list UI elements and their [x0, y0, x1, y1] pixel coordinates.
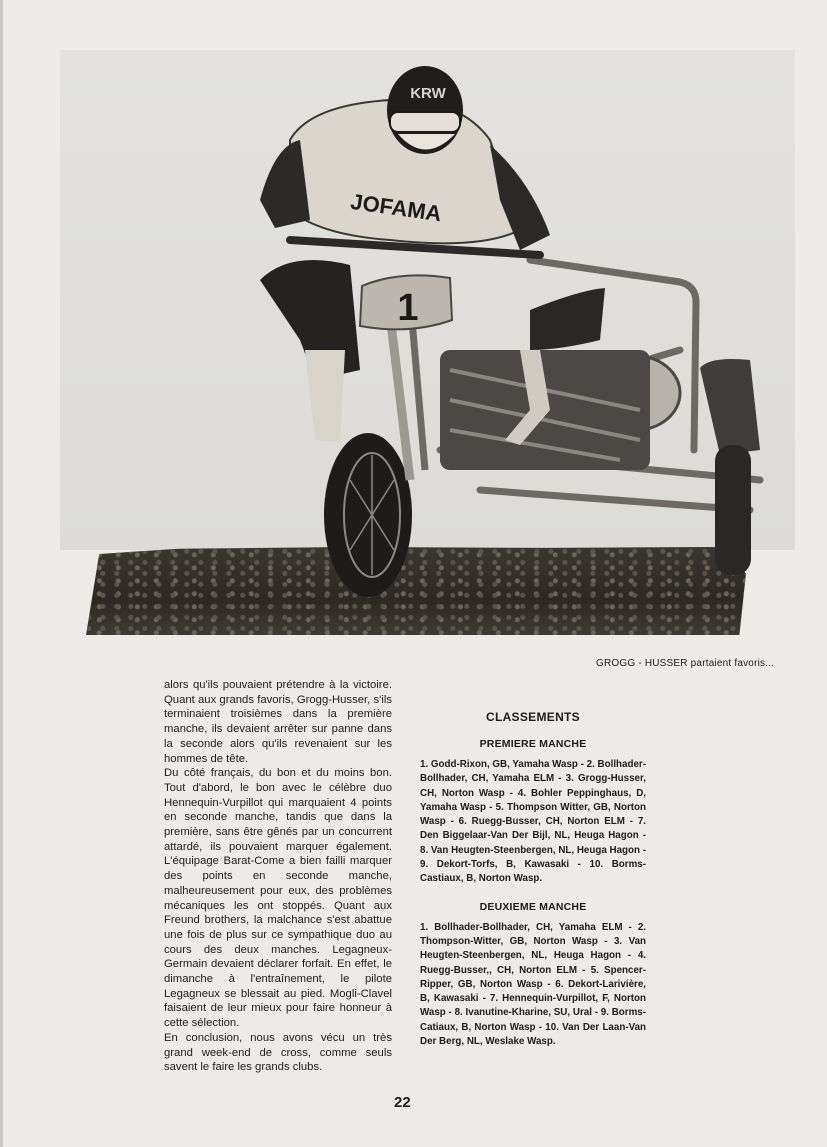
paragraph: En conclusion, nous avons vécu un très grand week-end de cross, comme seuls savent le faire les grands clubs. [164, 1031, 392, 1074]
premiere-manche-results: 1. Godd-Rixon, GB, Yamaha Wasp - 2. Bollhader-Bollhader, CH, Yamaha ELM - 3. Grogg-Husser, CH, Norton Wasp - 4. Bohler Peppinghaus, D, Yamaha Wasp - 5. Thompson Witter, GB, Norton Wasp - 6. Ruegg-Busser, CH, Norton ELM - 7. Den Biggelaar-Van Der Bijl, NL, Heuga Hagon - 8. Van Heugten-Steenbergen, NL, Heuga Hagon - 9. Dekort-Torfs, B, Kawasaki - 10. Borms-Castiaux, B, Norton Wasp. [420, 759, 646, 885]
helmet-logo: KRW [410, 85, 446, 102]
rider-boot [305, 350, 345, 442]
deuxieme-manche-title: DEUXIEME MANCHE [479, 900, 587, 913]
classements-title: CLASSEMENTS [486, 710, 580, 724]
paragraph: alors qu'ils pouvaient prétendre à la victoire. Quant aux grands favoris, Grogg-Husser, s'ils terminaient troisièmes dans la première manche, ils devaient arrêter sur panne dans la seconde alors qu'ils revenaient sur les hommes de tête. [164, 679, 392, 765]
photo-caption: GROGG - HUSSER partaient favoris... [596, 658, 775, 669]
deuxieme-manche-results: 1. Bollhader-Bollhader, CH, Yamaha ELM - 2. Thompson-Witter, GB, Norton Wasp - 3. Van Heugten-Steenbergen, NL, Heuga Hagon - 4. Ruegg-Busser,, CH, Norton ELM - 5. Spencer-Ripper, GB, Norton Wasp - 6. Dekort-Larivière, B, Kawasaki - 7. Hennequin-Vurpillot, F, Norton Wasp - 8. Ivanutine-Kharine, SU, Ural - 9. Borms-Catiaux, B, Norton Wasp - 10. Van Der Laan-Van Der Berg, NL, Weslake Wasp. [420, 921, 646, 1048]
page-number: 22 [394, 1094, 411, 1111]
premiere-manche-title: PREMIERE MANCHE [479, 738, 587, 750]
page-binding-edge [0, 0, 3, 1147]
passenger-body [530, 288, 605, 350]
sidecar-photo [60, 50, 795, 635]
paragraph: Du côté français, du bon et du moins bon. Tout d'abord, le bon avec le célèbre duo Hennequin-Vurpillot qui marquaient 4 points en seconde manche, tandis que dans la première, sans être gênés par un concurrent attardé, ils pouvaient marquer également. L'équipage Barat-Come a bien failli marquer des points en seconde manche, malheureusement pour eux, des problèmes mécaniques les ont stoppés. Quant aux Freund brothers, la malchance s'est abattue une fois de plus sur ce sympathique duo au cours des deux manches. Legagneux-Germain devaient déclarer forfait. En effet, le dimanche à l'entraînement, le pilote Legagneux se blessait au pied. Mogli-Clavel faisaient de leur mieux pour faire honneur à cette sélection. [164, 767, 392, 1030]
front-plate-number: 1 [397, 287, 419, 329]
sidecar-wheel [715, 445, 751, 575]
sidecar-fender [700, 359, 760, 455]
article-left-column [164, 678, 392, 1075]
classements-column [420, 710, 646, 1049]
goggles [390, 112, 460, 132]
front-wheel [324, 433, 412, 597]
sidecar-illustration [60, 50, 795, 635]
jersey-logo: JOFAMA [348, 188, 444, 227]
